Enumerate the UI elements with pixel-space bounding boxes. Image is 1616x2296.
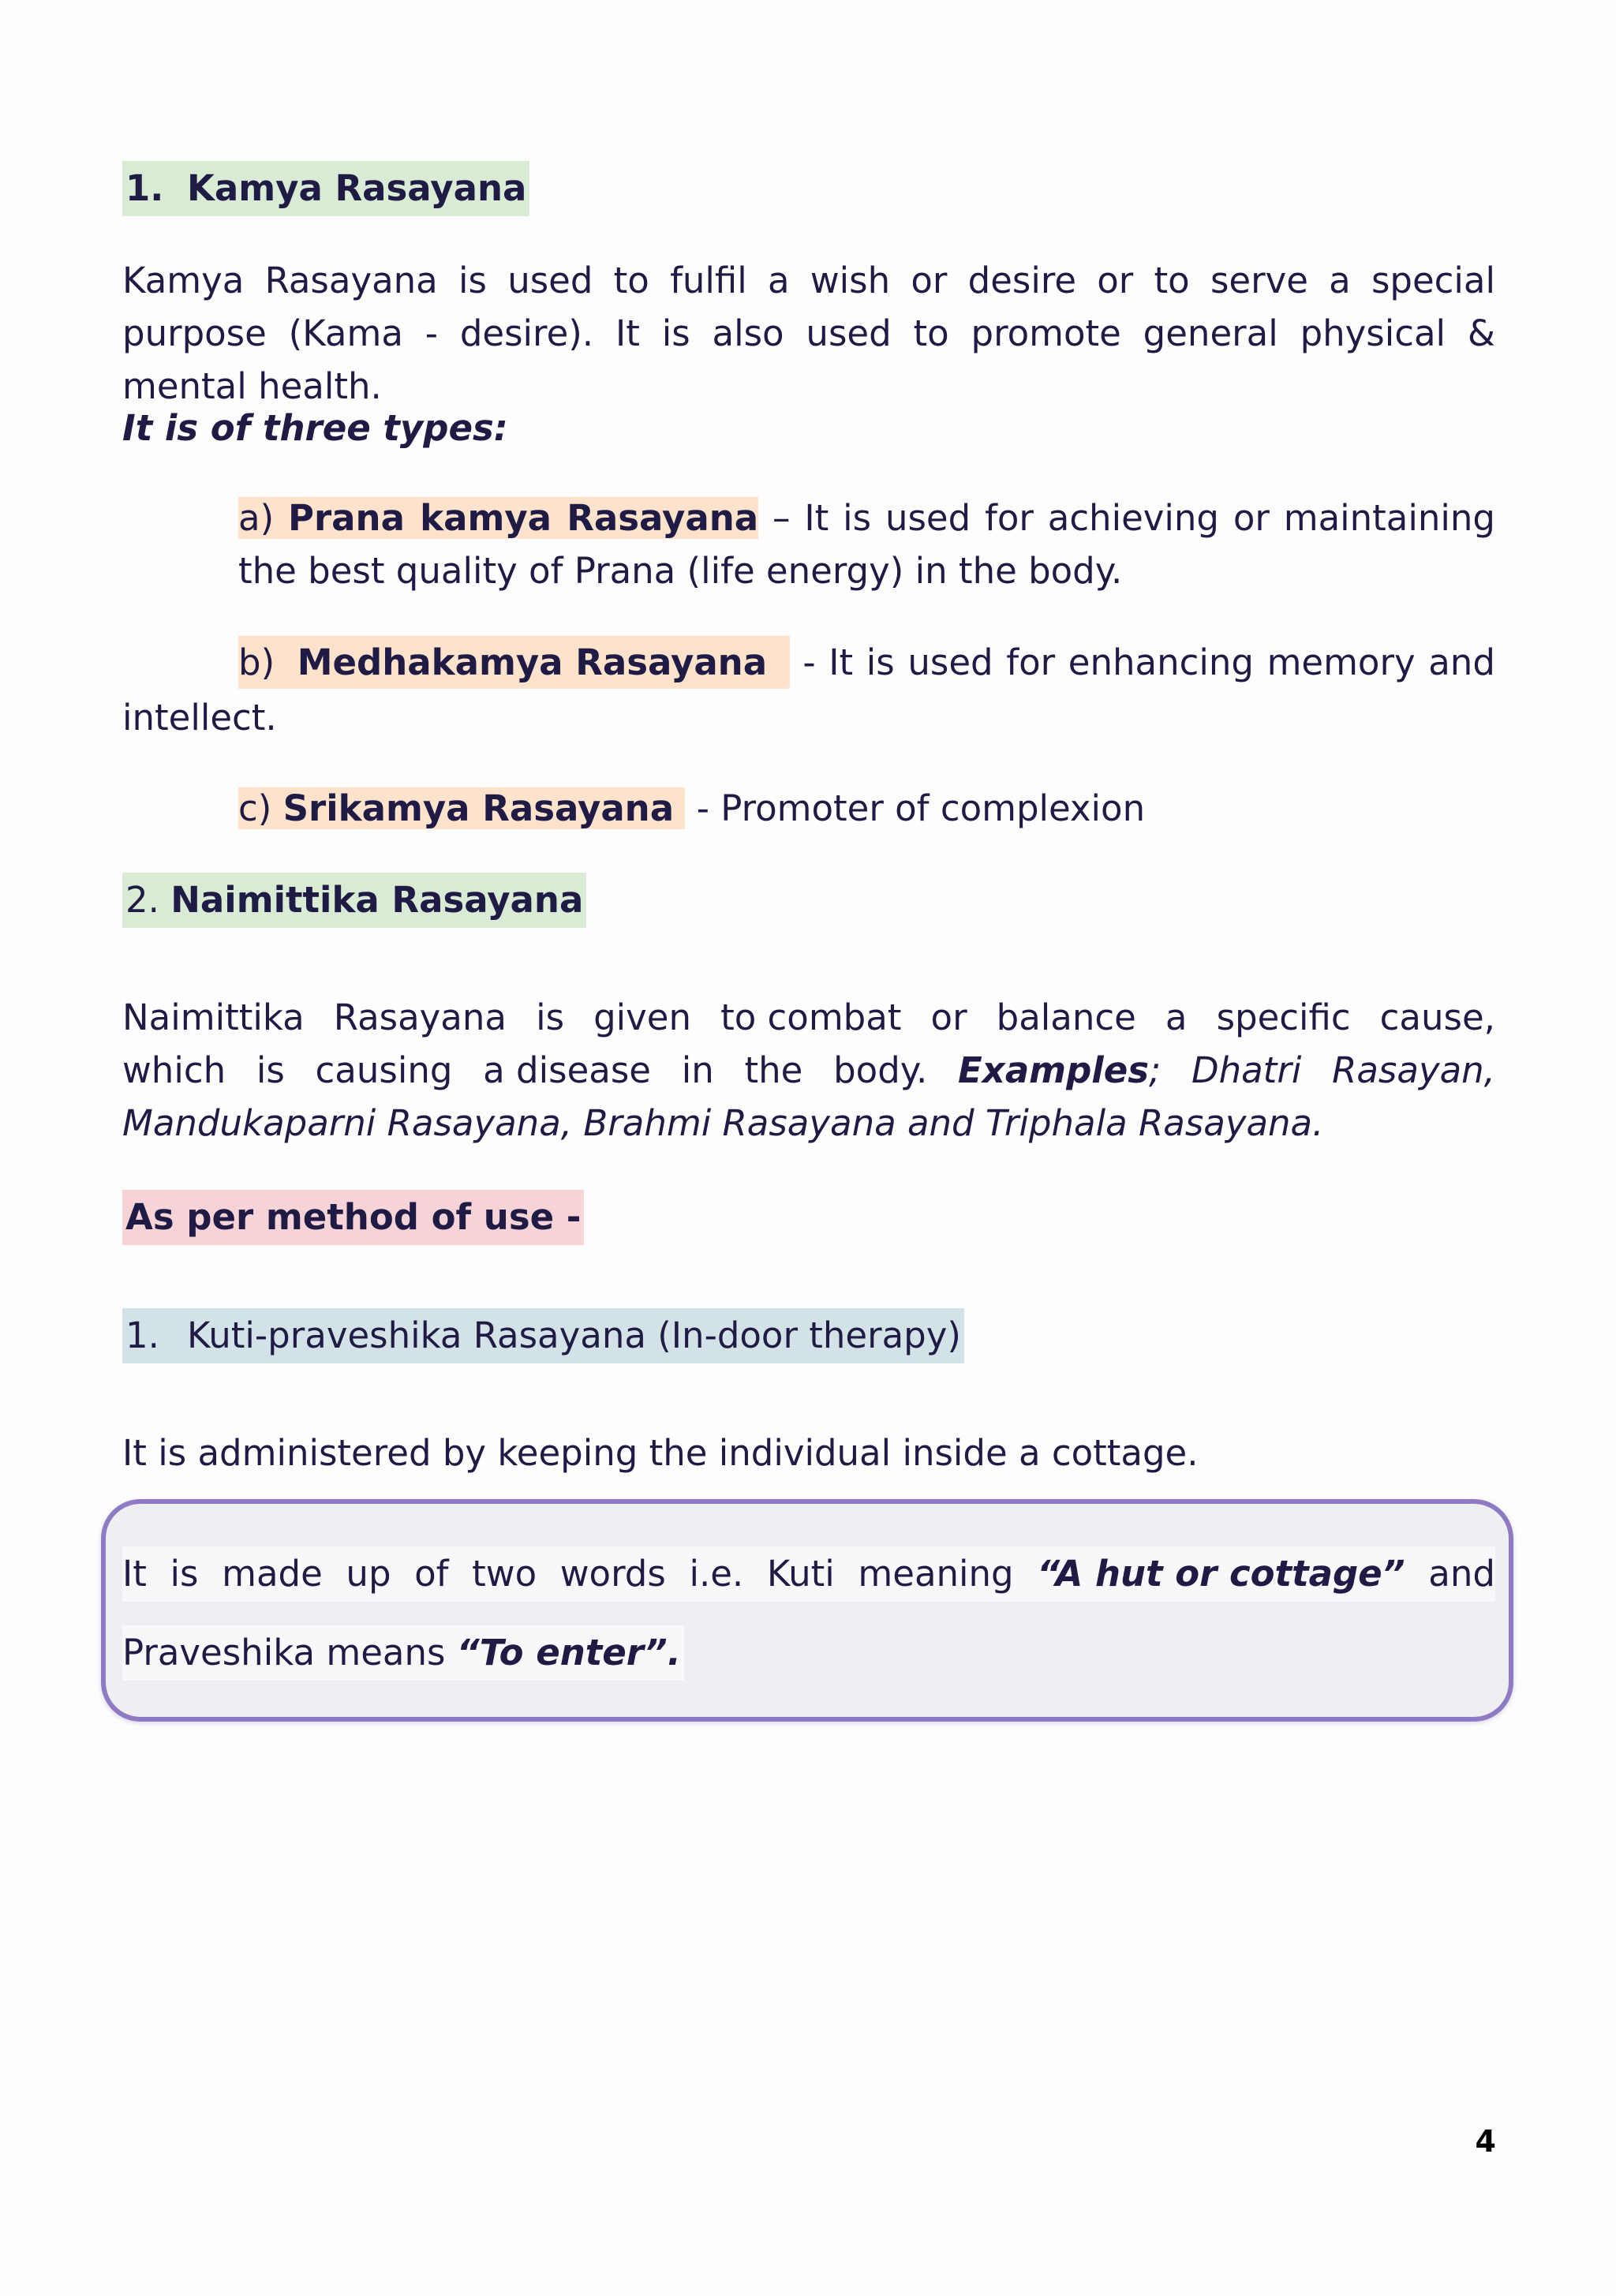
- word: It: [122, 1553, 147, 1595]
- word: two: [472, 1553, 537, 1595]
- heading-text: Naimittika Rasayana: [170, 879, 584, 921]
- word: causing: [315, 1049, 453, 1091]
- word: is: [536, 997, 565, 1038]
- word: a: [1165, 997, 1188, 1038]
- naimittika-paragraph: [122, 991, 1495, 1150]
- examples-line: Mandukaparni Rasayana, Brahmi Rasayana and Triphala Rasayana.: [122, 1102, 1324, 1144]
- type-a-prefix: a): [238, 497, 275, 539]
- heading-text: Kamya Rasayana: [187, 167, 527, 209]
- callout-line-2: [122, 1625, 684, 1681]
- type-a-name: Prana kamya Rasayana: [288, 497, 759, 539]
- word: words: [559, 1553, 666, 1595]
- word: the: [744, 1049, 803, 1091]
- word: Kuti: [766, 1553, 835, 1595]
- example-word: Dhatri: [1191, 1049, 1302, 1091]
- type-c-label: [238, 787, 685, 829]
- word: made: [222, 1553, 323, 1595]
- type-b-word: and: [1428, 641, 1495, 683]
- type-b-word: for: [1006, 641, 1056, 683]
- kamya-rasayana-heading: [122, 161, 529, 216]
- page-number: 4: [1475, 2124, 1496, 2159]
- heading-text: Kuti-praveshika Rasayana (In-door therapy): [187, 1314, 961, 1356]
- kuti-paragraph: It is administered by keeping the individual inside a cottage.: [122, 1432, 1199, 1474]
- type-b-word: It: [829, 641, 854, 683]
- word: body.: [833, 1049, 928, 1091]
- heading-number: 2.: [125, 879, 159, 921]
- naimittika-rasayana-heading: [122, 873, 586, 928]
- type-c-text: - Promoter of complexion: [696, 787, 1146, 829]
- paragraph-line: [122, 991, 1495, 1044]
- word: i.e.: [689, 1553, 744, 1595]
- word: specific: [1216, 997, 1351, 1038]
- word: to combat: [720, 997, 902, 1038]
- paragraph-line: [122, 1044, 1495, 1097]
- type-c-name: Srikamya Rasayana: [282, 787, 675, 829]
- type-c-prefix: c): [238, 787, 272, 829]
- type-a-label: [238, 497, 758, 539]
- type-b-prefix: b): [238, 641, 275, 683]
- hut-quote: “A hut or cottage”: [1037, 1553, 1405, 1595]
- type-b-word: enhancing: [1068, 641, 1254, 683]
- callout-line-1: [122, 1546, 1495, 1602]
- type-b-continuation: intellect.: [122, 697, 277, 739]
- word: or: [930, 997, 967, 1038]
- word: in: [681, 1049, 714, 1091]
- heading-number: 1.: [125, 1314, 159, 1356]
- heading-number: 1.: [125, 167, 164, 209]
- callout-box: [101, 1499, 1513, 1722]
- type-b-dash: -: [802, 641, 816, 683]
- word: which: [122, 1049, 226, 1091]
- word: is: [256, 1049, 285, 1091]
- type-a-item: [238, 492, 1495, 597]
- examples-label: Examples: [958, 1049, 1150, 1091]
- word: cause,: [1379, 997, 1495, 1038]
- type-c-item: [238, 782, 1495, 835]
- enter-quote: “To enter”.: [456, 1632, 681, 1673]
- word: Naimittika: [122, 997, 305, 1038]
- word: Rasayana: [333, 997, 507, 1038]
- praveshika-text: Praveshika means: [122, 1632, 446, 1673]
- type-b-word: memory: [1266, 641, 1416, 683]
- kuti-praveshika-heading: [122, 1308, 964, 1363]
- word: given: [593, 997, 691, 1038]
- word: and: [1428, 1553, 1495, 1595]
- word: balance: [996, 997, 1136, 1038]
- word: meaning: [858, 1553, 1014, 1595]
- word: up: [346, 1553, 391, 1595]
- word: a disease: [483, 1049, 651, 1091]
- word: of: [414, 1553, 449, 1595]
- examples-separator: ;: [1149, 1049, 1162, 1091]
- type-b-label: [238, 636, 790, 689]
- types-label: It is of three types:: [122, 407, 508, 449]
- example-word: Rasayan,: [1332, 1049, 1495, 1091]
- type-b-name: Medhakamya Rasayana: [297, 641, 768, 683]
- word: is: [170, 1553, 199, 1595]
- type-a-text: – It is used for achieving or maintaining the best quality of Prana (life energy) in the body.: [238, 497, 1495, 592]
- type-b-word: is: [866, 641, 895, 683]
- method-of-use-heading: As per method of use -: [122, 1190, 584, 1245]
- type-b-item: [238, 636, 1495, 689]
- type-b-word: used: [907, 641, 993, 683]
- examples-group: [958, 1044, 1161, 1097]
- kamya-rasayana-paragraph: Kamya Rasayana is used to fulfil a wish or desire or to serve a special purpose (Kama - desire). It is also used to promote general physical & mental health.: [122, 260, 1495, 407]
